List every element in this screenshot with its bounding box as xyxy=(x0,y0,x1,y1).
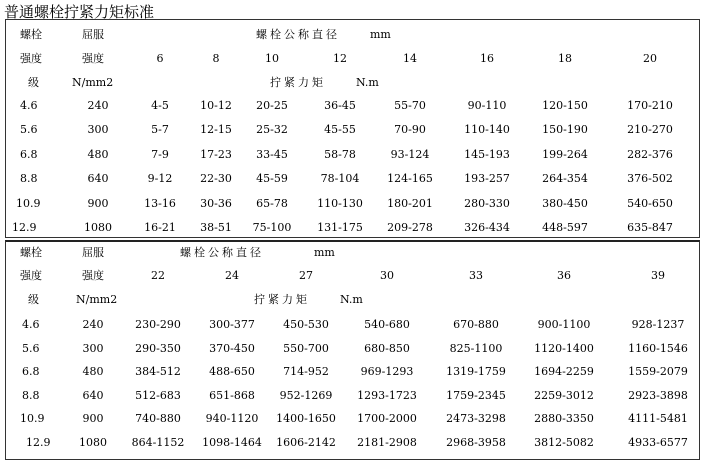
t1-row-cell: 448-597 xyxy=(542,221,588,234)
t2-row-cell: 300-377 xyxy=(209,318,255,331)
table-2-frame xyxy=(5,240,700,460)
t1-row-cell: 16-21 xyxy=(144,221,176,234)
t2-row-grade: 10.9 xyxy=(20,412,45,426)
t2-header-strength: 强度 xyxy=(20,269,42,282)
t1-row-cell: 180-201 xyxy=(387,196,433,210)
t2-row-cell: 1694-2259 xyxy=(534,365,594,379)
t2-row-cell: 1293-1723 xyxy=(357,388,417,402)
t1-row-cell: 65-78 xyxy=(256,196,288,210)
t1-row-cell: 110-140 xyxy=(464,123,510,137)
t2-header-diameter-unit: mm xyxy=(314,246,335,259)
t2-row-cell: 2880-3350 xyxy=(534,412,594,426)
t2-row-cell: 4933-6577 xyxy=(628,436,688,449)
t1-row-cell: 4-5 xyxy=(151,99,169,112)
t1-header-yield: 屈服 xyxy=(82,28,104,41)
t2-row-cell: 1319-1759 xyxy=(446,365,506,379)
t1-row-cell: 635-847 xyxy=(627,221,673,234)
t2-row-yield: 900 xyxy=(82,412,104,426)
t2-diameter-39: 39 xyxy=(651,269,665,282)
t1-diameter-14: 14 xyxy=(403,52,417,65)
t2-header-torque: 拧紧力矩 xyxy=(254,293,310,306)
t2-row-cell: 512-683 xyxy=(135,388,181,402)
t1-header-strength: 强度 xyxy=(20,52,42,65)
t2-row-cell: 290-350 xyxy=(135,341,181,355)
t1-row-cell: 110-130 xyxy=(317,196,363,210)
t2-header-diameter: 螺栓公称直径 xyxy=(180,246,264,259)
t2-row-cell: 550-700 xyxy=(283,341,329,355)
t1-row-cell: 45-59 xyxy=(256,172,288,186)
t1-row-cell: 10-12 xyxy=(200,99,232,112)
t2-row-cell: 928-1237 xyxy=(631,318,685,331)
t1-row-cell: 209-278 xyxy=(387,221,433,234)
t2-row-cell: 2259-3012 xyxy=(534,388,594,402)
t1-row-cell: 93-124 xyxy=(390,147,430,161)
t2-row-cell: 969-1293 xyxy=(360,365,414,379)
t1-row-cell: 30-36 xyxy=(200,196,232,210)
t1-row-grade: 10.9 xyxy=(16,196,41,210)
t1-row-cell: 75-100 xyxy=(252,221,292,234)
t1-row-cell: 282-376 xyxy=(627,147,673,161)
t1-row-cell: 199-264 xyxy=(542,147,588,161)
t2-row-cell: 2968-3958 xyxy=(446,436,506,449)
t1-row-yield: 640 xyxy=(87,172,109,186)
t1-row-cell: 326-434 xyxy=(464,221,510,234)
t2-row-cell: 2473-3298 xyxy=(446,412,506,426)
t2-row-cell: 540-680 xyxy=(364,318,410,331)
t2-row-cell: 488-650 xyxy=(209,365,255,379)
t1-diameter-10: 10 xyxy=(265,52,279,65)
t1-row-cell: 13-16 xyxy=(144,196,176,210)
t2-header-grade: 级 xyxy=(28,293,39,306)
t2-row-grade: 5.6 xyxy=(22,341,40,355)
t2-row-cell: 714-952 xyxy=(283,365,329,379)
t2-row-cell: 1400-1650 xyxy=(276,412,336,426)
t1-row-cell: 5-7 xyxy=(151,123,169,137)
t1-header-diameter-unit: mm xyxy=(370,28,391,41)
t1-row-cell: 124-165 xyxy=(387,172,433,186)
t2-row-cell: 1759-2345 xyxy=(446,388,506,402)
t1-row-grade: 8.8 xyxy=(20,172,38,186)
t1-row-cell: 20-25 xyxy=(256,99,288,112)
t1-row-grade: 6.8 xyxy=(20,147,38,161)
t1-row-cell: 25-32 xyxy=(256,123,288,137)
t1-row-cell: 36-45 xyxy=(324,99,356,112)
t2-diameter-30: 30 xyxy=(380,269,394,282)
t1-row-cell: 170-210 xyxy=(627,99,673,112)
t2-row-cell: 864-1152 xyxy=(131,436,185,449)
t2-row-cell: 4111-5481 xyxy=(628,412,688,426)
t1-row-cell: 150-190 xyxy=(542,123,588,137)
t2-row-cell: 1160-1546 xyxy=(628,341,688,355)
t1-diameter-12: 12 xyxy=(333,52,347,65)
t1-row-cell: 78-104 xyxy=(320,172,360,186)
t2-row-cell: 230-290 xyxy=(135,318,181,331)
t2-row-cell: 1120-1400 xyxy=(534,341,594,355)
t1-row-cell: 55-70 xyxy=(394,99,426,112)
t1-row-yield: 480 xyxy=(87,147,109,161)
t2-header-yield: 屈服 xyxy=(82,246,104,259)
t1-row-yield: 300 xyxy=(87,123,109,137)
t2-row-yield: 1080 xyxy=(79,436,107,449)
t2-row-yield: 300 xyxy=(82,341,104,355)
t1-header-torque: 拧紧力矩 xyxy=(270,76,326,89)
t1-row-grade: 4.6 xyxy=(20,99,38,112)
t1-header-bolt: 螺栓 xyxy=(20,28,42,41)
t2-diameter-36: 36 xyxy=(557,269,571,282)
t2-row-cell: 1098-1464 xyxy=(202,436,262,449)
t2-row-yield: 240 xyxy=(82,318,104,331)
t1-row-cell: 145-193 xyxy=(464,147,510,161)
t2-row-cell: 940-1120 xyxy=(205,412,259,426)
t2-row-grade: 4.6 xyxy=(22,318,40,331)
t2-row-grade: 8.8 xyxy=(22,388,40,402)
t1-diameter-16: 16 xyxy=(480,52,494,65)
t1-row-grade: 12.9 xyxy=(12,221,37,234)
t2-row-cell: 450-530 xyxy=(283,318,329,331)
t1-row-yield: 240 xyxy=(87,99,109,112)
t1-row-cell: 17-23 xyxy=(200,147,232,161)
t2-row-yield: 480 xyxy=(82,365,104,379)
t1-row-cell: 210-270 xyxy=(627,123,673,137)
t1-row-cell: 120-150 xyxy=(542,99,588,112)
t1-diameter-20: 20 xyxy=(643,52,657,65)
t1-diameter-18: 18 xyxy=(558,52,572,65)
t2-diameter-22: 22 xyxy=(151,269,165,282)
t1-diameter-8: 8 xyxy=(212,52,220,65)
t2-row-cell: 1700-2000 xyxy=(357,412,417,426)
t2-row-cell: 680-850 xyxy=(364,341,410,355)
t1-header-strength2: 强度 xyxy=(82,52,104,65)
t2-row-cell: 825-1100 xyxy=(449,341,503,355)
t1-row-cell: 376-502 xyxy=(627,172,673,186)
t2-row-cell: 3812-5082 xyxy=(534,436,594,449)
t1-header-yield-unit: N/mm2 xyxy=(72,76,114,89)
t1-header-torque-unit: N.m xyxy=(356,76,379,89)
t1-row-cell: 131-175 xyxy=(317,221,363,234)
t2-diameter-33: 33 xyxy=(469,269,483,282)
t2-row-cell: 370-450 xyxy=(209,341,255,355)
t2-row-grade: 6.8 xyxy=(22,365,40,379)
t2-row-cell: 1559-2079 xyxy=(628,365,688,379)
t1-row-cell: 540-650 xyxy=(627,196,673,210)
t2-header-bolt: 螺栓 xyxy=(20,246,42,259)
t2-diameter-24: 24 xyxy=(225,269,239,282)
t2-row-grade: 12.9 xyxy=(26,436,51,449)
t2-row-yield: 640 xyxy=(82,388,104,402)
t2-header-yield-unit: N/mm2 xyxy=(76,293,118,306)
t1-row-cell: 22-30 xyxy=(200,172,232,186)
t1-header-grade: 级 xyxy=(28,76,39,89)
t1-row-cell: 193-257 xyxy=(464,172,510,186)
t1-row-cell: 264-354 xyxy=(542,172,588,186)
t2-row-cell: 670-880 xyxy=(453,318,499,331)
t2-row-cell: 2181-2908 xyxy=(357,436,417,449)
t1-diameter-6: 6 xyxy=(156,52,164,65)
t2-header-torque-unit: N.m xyxy=(340,293,363,306)
t2-header-strength2: 强度 xyxy=(82,269,104,282)
t1-row-cell: 45-55 xyxy=(324,123,356,137)
t1-row-yield: 900 xyxy=(87,196,109,210)
t1-row-cell: 280-330 xyxy=(464,196,510,210)
t1-row-cell: 70-90 xyxy=(394,123,426,137)
t1-row-grade: 5.6 xyxy=(20,123,38,137)
t2-row-cell: 2923-3898 xyxy=(628,388,688,402)
page-title: 普通螺栓拧紧力矩标准 xyxy=(4,3,155,21)
t1-row-cell: 58-78 xyxy=(324,147,356,161)
t1-row-cell: 380-450 xyxy=(542,196,588,210)
t1-row-cell: 33-45 xyxy=(256,147,288,161)
t1-row-cell: 12-15 xyxy=(200,123,232,137)
t2-row-cell: 1606-2142 xyxy=(276,436,336,449)
t2-row-cell: 740-880 xyxy=(135,412,181,426)
t2-row-cell: 952-1269 xyxy=(279,388,333,402)
t1-header-diameter: 螺栓公称直径 xyxy=(256,28,340,41)
t2-row-cell: 384-512 xyxy=(135,365,181,379)
t1-row-yield: 1080 xyxy=(84,221,112,234)
t1-row-cell: 7-9 xyxy=(151,147,169,161)
t2-row-cell: 651-868 xyxy=(209,388,255,402)
t1-row-cell: 38-51 xyxy=(200,221,232,234)
t1-row-cell: 9-12 xyxy=(147,172,173,186)
t1-row-cell: 90-110 xyxy=(467,99,507,112)
t2-diameter-27: 27 xyxy=(299,269,313,282)
t2-row-cell: 900-1100 xyxy=(537,318,591,331)
